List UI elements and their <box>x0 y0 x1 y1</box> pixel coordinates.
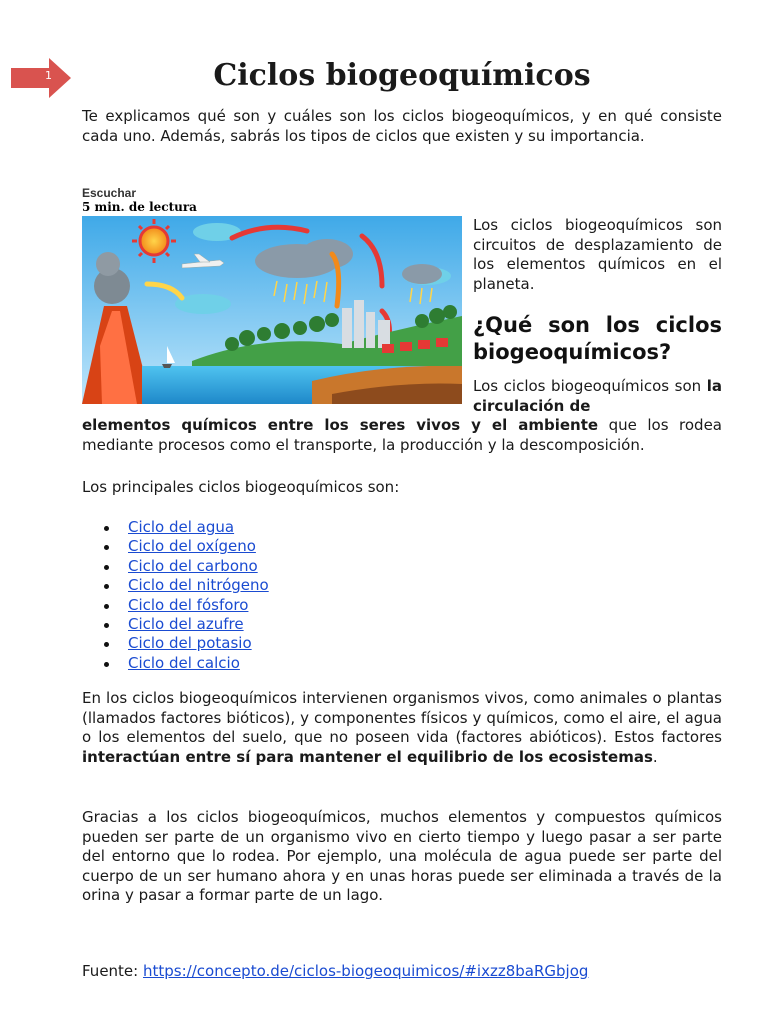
list-item <box>82 537 382 556</box>
definition-start <box>473 377 722 416</box>
definition-bold1: la circulación de <box>473 377 722 415</box>
list-item <box>82 557 382 576</box>
factors-bold: interactúan entre sí para mantener el equilibrio de los ecosistemas <box>82 747 653 766</box>
example-paragraph: Gracias a los ciclos biogeoquímicos, muchos elementos y compuestos químicos pueden ser parte de un organismo vivo en cierto tiempo y luego pasar a ser parte del entorno que lo rodea. Por ejemplo, una molécula de agua puede ser parte del cuerpo de un ser humano ahora y en unas horas puede ser eliminada a través de la orina y pasar a formar parte de un lago. <box>82 808 722 904</box>
cycle-link[interactable]: Ciclo del calcio <box>128 653 240 672</box>
definition-continued <box>82 416 722 455</box>
page-title: Ciclos biogeoquímicos <box>213 58 591 93</box>
definition-part2: que los rodea mediante procesos como el transporte, la producción y la descomposición. <box>82 416 722 454</box>
list-item <box>82 576 382 595</box>
cycle-link[interactable]: Ciclo del carbono <box>128 556 258 575</box>
factors-part1: En los ciclos biogeoquímicos intervienen organismos vivos, como animales o plantas (llamados factores bióticos), y componentes físicos y químicos, como el aire, el agua o los elementos del suelo, que no poseen vida (factores abióticos). Estos factores <box>82 689 722 746</box>
factors-paragraph <box>82 689 722 767</box>
cycle-link[interactable]: Ciclo del nitrógeno <box>128 576 269 595</box>
side-definition: Los ciclos biogeoquímicos son circuitos de desplazamiento de los elementos químicos en el planeta. <box>473 216 722 293</box>
listen-button[interactable]: Escuchar <box>82 186 137 200</box>
definition-bold2: elementos químicos entre los seres vivos y el ambiente <box>82 416 599 434</box>
bullet-icon <box>104 526 109 531</box>
list-item <box>82 615 382 634</box>
bullet-icon <box>104 642 109 647</box>
intro-paragraph: Te explicamos qué son y cuáles son los ciclos biogeoquímicos, y en qué consiste cada uno. Además, sabrás los tipos de ciclos que existen y su importancia. <box>82 107 722 145</box>
cycle-link[interactable]: Ciclo del fósforo <box>128 595 249 614</box>
bullet-icon <box>104 545 109 550</box>
biogeochemical-cycle-illustration <box>82 216 462 404</box>
cycle-list <box>82 518 382 673</box>
cycle-link[interactable]: Ciclo del azufre <box>128 614 244 633</box>
cycle-link[interactable]: Ciclo del potasio <box>128 634 252 653</box>
bullet-icon <box>104 662 109 667</box>
cycle-link[interactable]: Ciclo del agua <box>128 518 235 536</box>
source-link[interactable]: https://concepto.de/ciclos-biogeoquimicos/#ixzz8baRGbjog <box>143 962 589 980</box>
page-number: 1 <box>45 69 52 82</box>
list-intro: Los principales ciclos biogeoquímicos son: <box>82 478 400 496</box>
list-item <box>82 596 382 615</box>
bullet-icon <box>104 565 109 570</box>
bullet-icon <box>104 623 109 628</box>
list-item <box>82 654 382 673</box>
bullet-icon <box>104 584 109 589</box>
source-label: Fuente: <box>82 962 139 980</box>
section-heading: ¿Qué son los ciclos biogeoquímicos? <box>473 313 722 364</box>
source-line <box>82 962 588 982</box>
reading-time: 5 min. de lectura <box>82 200 197 214</box>
definition-part1: Los ciclos biogeoquímicos son <box>473 377 702 395</box>
bullet-icon <box>104 604 109 609</box>
factors-part2: . <box>652 747 658 766</box>
list-item <box>82 518 382 537</box>
list-item <box>82 634 382 653</box>
cycle-link[interactable]: Ciclo del oxígeno <box>128 537 256 556</box>
